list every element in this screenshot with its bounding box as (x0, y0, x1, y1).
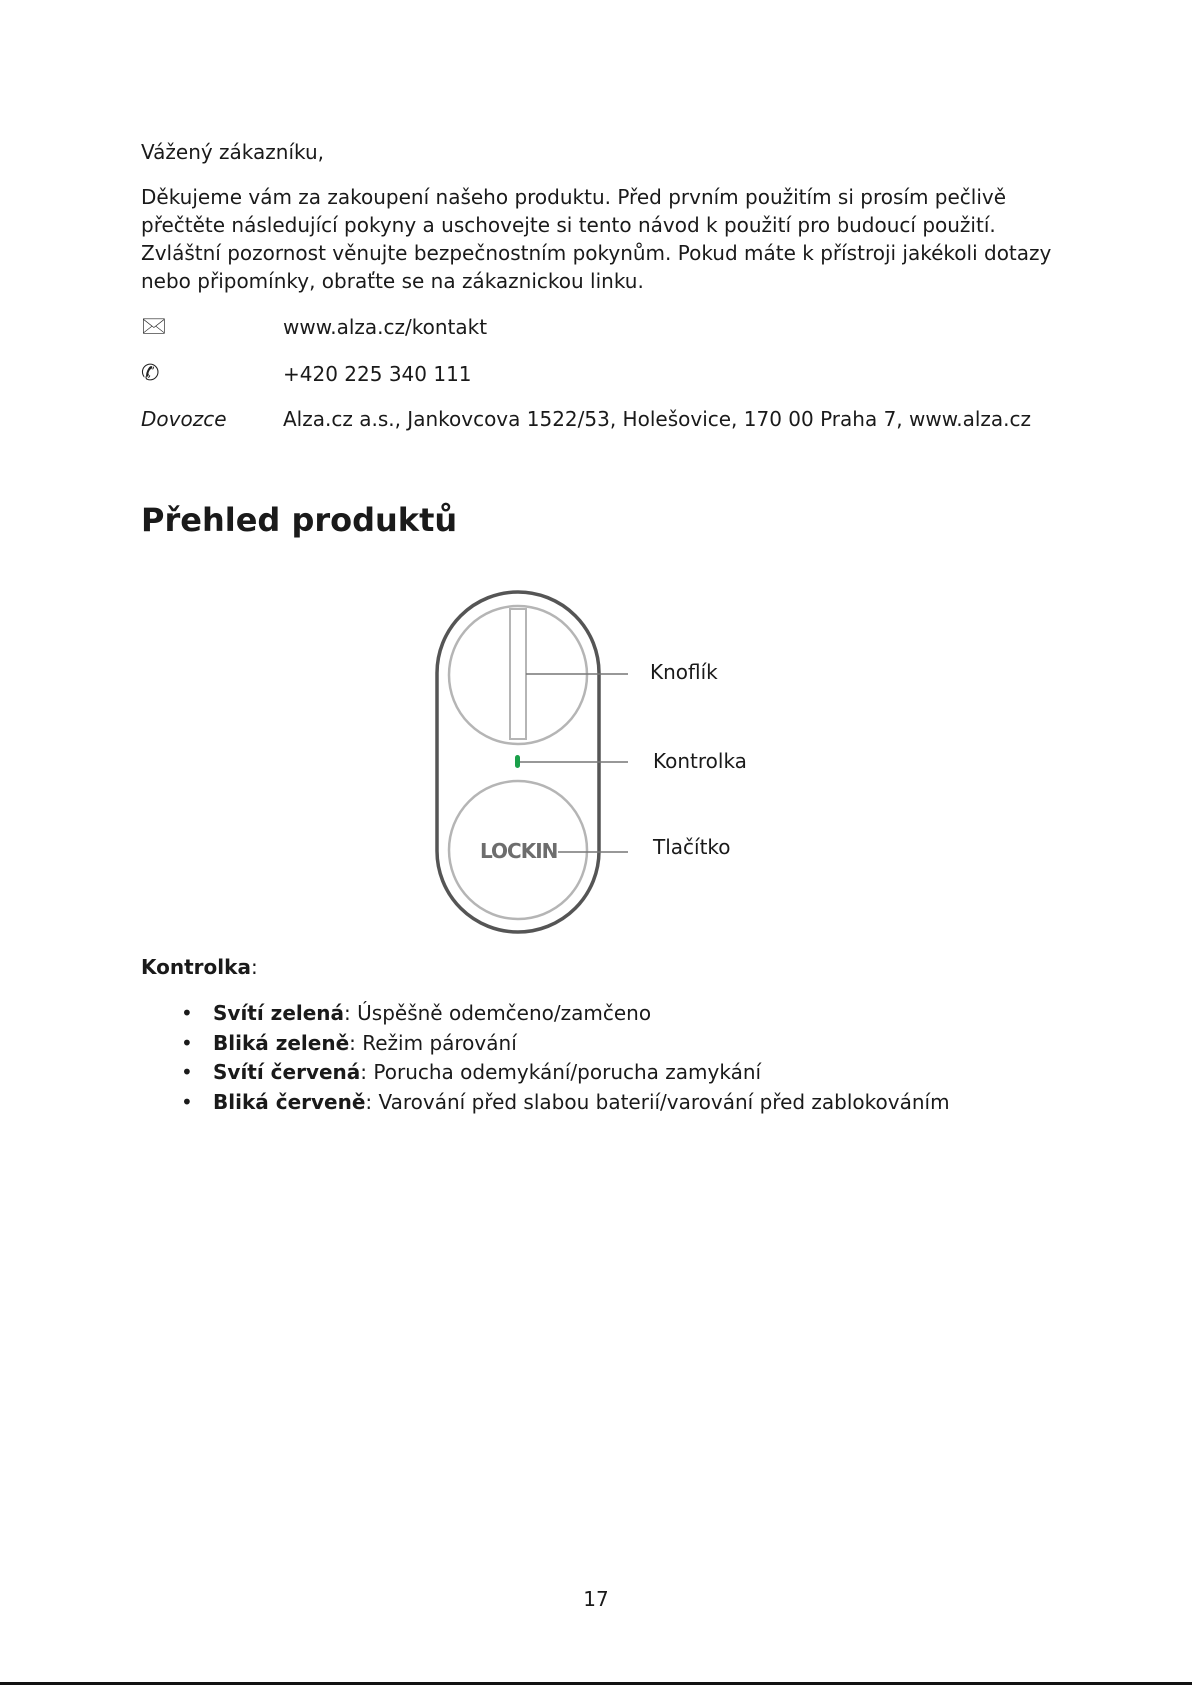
intro-line: Zvláštní pozornost věnujte bezpečnostním pokynům. Pokud máte k přístroji jakékoli dotazy (141, 241, 1052, 265)
intro-line: Děkujeme vám za zakoupení našeho produktu. Před prvním použitím si prosím pečlivě (141, 185, 1007, 209)
callout-led: Kontrolka (653, 749, 747, 773)
list-item (141, 1029, 1141, 1059)
state-label: Svítí červená (213, 1060, 361, 1084)
importer-address: Alza.cz a.s., Jankovcova 1522/53, Holešovice, 170 00 Praha 7, www.alza.cz (283, 407, 1032, 431)
contact-phone[interactable]: +420 225 340 111 (283, 362, 472, 386)
state-label: Bliká červeně (213, 1089, 366, 1114)
bullet-dot: • (181, 1001, 193, 1025)
product-diagram (420, 585, 820, 940)
bullet-dot: • (181, 1030, 193, 1055)
indicator-title-suffix: : (250, 955, 258, 979)
intro-paragraph (141, 183, 1051, 295)
list-item (141, 1088, 1141, 1118)
phone-icon: ✆ (141, 361, 160, 386)
led-indicator (515, 755, 520, 768)
section-heading: Přehled produktů (141, 501, 458, 539)
list-item (141, 1058, 1141, 1088)
state-label: Svítí zelená (213, 1001, 345, 1025)
contact-email[interactable]: www.alza.cz/kontakt (283, 315, 488, 339)
intro-line: nebo připomínky, obraťte se na zákaznickou linku. (141, 269, 644, 293)
state-description: : Varování před slabou baterií/varování před zablokováním (365, 1089, 950, 1114)
callout-button: Tlačítko (653, 835, 731, 859)
page-number: 17 (583, 1587, 609, 1611)
envelope-icon: 🖂 (141, 314, 167, 339)
lockin-logo: LOCKIN (480, 839, 558, 863)
indicator-list (141, 999, 1141, 1117)
greeting: Vážený zákazníku, (141, 140, 325, 164)
state-description: : Porucha odemykání/porucha zamykání (360, 1060, 762, 1084)
knob-handle (510, 609, 526, 739)
intro-line: přečtěte následující pokyny a uschovejte si tento návod k použití pro budoucí použití. (141, 213, 996, 237)
bullet-dot: • (181, 1089, 193, 1114)
callout-knob: Knoflík (650, 660, 718, 684)
bullet-dot: • (181, 1060, 193, 1084)
importer-label: Dovozce (141, 407, 227, 431)
state-description: : Úspěšně odemčeno/zamčeno (344, 1001, 652, 1025)
indicator-title (141, 953, 258, 981)
state-label: Bliká zeleně (213, 1030, 350, 1055)
list-item (141, 999, 1141, 1029)
indicator-title-text: Kontrolka (141, 955, 251, 979)
state-description: : Režim párování (349, 1030, 517, 1055)
lock-illustration (420, 585, 820, 940)
